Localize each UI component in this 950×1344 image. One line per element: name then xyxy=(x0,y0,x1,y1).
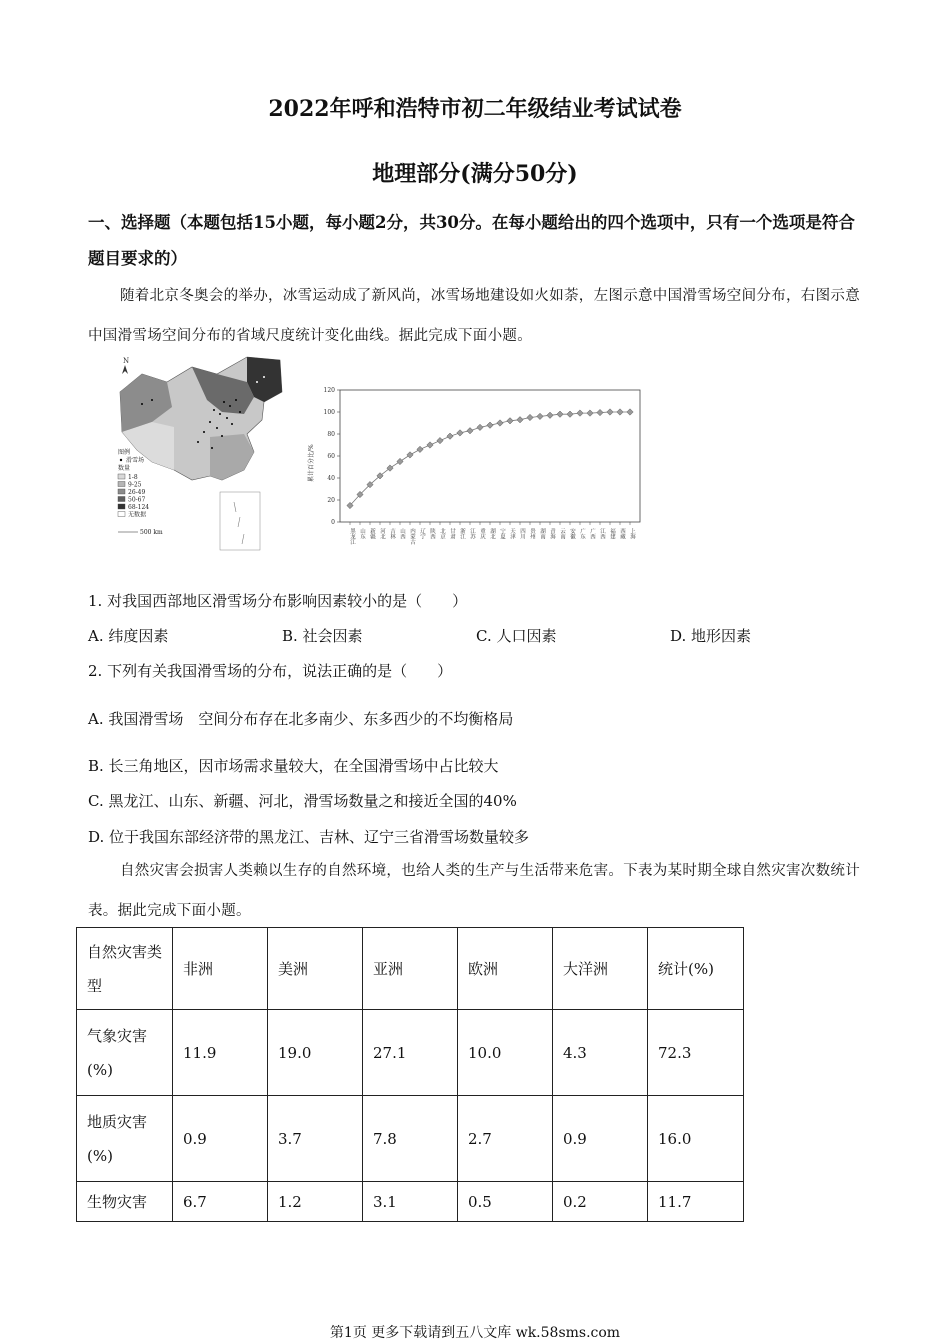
table-cell: 4.3 xyxy=(553,1010,648,1096)
legend-item-label: 26-49 xyxy=(128,489,146,496)
ski-resort-map xyxy=(112,352,284,552)
q2-option-d[interactable]: D. 位于我国东部经济带的黑龙江、吉林、辽宁三省滑雪场数量较多 xyxy=(88,828,530,846)
table-row xyxy=(77,1096,744,1182)
legend-swatch xyxy=(118,497,125,502)
x-tick-label: 宁夏 xyxy=(499,528,505,539)
data-point xyxy=(417,446,423,452)
scale-label: 500 km xyxy=(140,529,163,536)
q2-option-a[interactable]: A. 我国滑雪场 空间分布存在北多南少、东多西少的不均衡格局 xyxy=(88,710,514,728)
x-tick-label: 重庆 xyxy=(479,528,485,539)
x-tick-label: 山东 xyxy=(359,528,365,539)
x-tick-label: 新疆 xyxy=(369,528,375,539)
data-point xyxy=(467,428,473,434)
section-heading: 一、选择题（本题包括15小题，每小题2分，共30分。在每小题给出的四个选项中，只有一个选项是符合题目要求的） xyxy=(88,213,855,268)
legend-swatch xyxy=(118,474,125,479)
x-tick-label: 浙江 xyxy=(459,528,465,539)
x-tick-label: 天津 xyxy=(509,528,515,539)
legend-swatch xyxy=(118,489,125,494)
legend-item-label: 1-8 xyxy=(128,474,138,481)
x-tick-label: 甘肃 xyxy=(449,528,455,539)
q1-option-a[interactable]: A. 纬度因素 xyxy=(88,627,169,645)
y-tick-label: 40 xyxy=(327,475,335,482)
data-point xyxy=(407,452,413,458)
legend-swatch xyxy=(118,504,125,509)
data-point xyxy=(557,411,563,417)
table-cell: 11.7 xyxy=(648,1182,744,1222)
x-tick-label: 北京 xyxy=(439,528,445,539)
q2-option-b[interactable]: B. 长三角地区，因市场需求量较大，在全国滑雪场中占比较大 xyxy=(88,757,499,775)
x-tick-label: 江苏 xyxy=(469,528,475,539)
x-tick-label: 黑龙江 xyxy=(349,528,355,545)
q2-option-c[interactable]: C. 黑龙江、山东、新疆、河北，滑雪场数量之和接近全国的40% xyxy=(88,792,517,810)
south-sea-islands xyxy=(234,502,244,544)
table-cell: 3.1 xyxy=(363,1182,458,1222)
cumulative-chart xyxy=(300,382,650,572)
north-arrow-label: N xyxy=(123,357,130,365)
legend-items xyxy=(118,474,149,519)
y-axis-label: 累计百分比/% xyxy=(308,444,315,482)
data-point xyxy=(587,410,593,416)
y-tick-label: 60 xyxy=(327,453,335,460)
data-point xyxy=(517,417,523,423)
x-tick-label: 吉林 xyxy=(389,528,395,539)
data-point xyxy=(437,437,443,443)
table-cell: 0.2 xyxy=(553,1182,648,1222)
x-tick-label: 西藏 xyxy=(619,528,625,539)
x-tick-label: 青海 xyxy=(549,528,555,539)
y-tick-label: 80 xyxy=(327,431,335,438)
x-tick-label: 河北 xyxy=(379,528,385,539)
table-cell: 0.5 xyxy=(458,1182,553,1222)
table-cell: 0.9 xyxy=(553,1096,648,1182)
legend-item-label: 50-67 xyxy=(128,496,146,504)
x-tick-label: 贵州 xyxy=(529,528,535,539)
data-point xyxy=(547,412,553,418)
table-cell: 72.3 xyxy=(648,1010,744,1096)
north-arrow-icon xyxy=(122,365,128,374)
x-tick-label: 云南 xyxy=(559,528,565,539)
question-1-stem: 1. 对我国西部地区滑雪场分布影响因素较小的是（ ） xyxy=(88,592,468,610)
table-cell: 0.9 xyxy=(173,1096,268,1182)
data-point xyxy=(627,409,633,415)
legend-count-label: 数量 xyxy=(118,465,131,472)
table-header-row xyxy=(77,928,744,1010)
x-tick-label: 江西 xyxy=(599,528,605,539)
x-tick-label: 湖南 xyxy=(539,528,545,539)
data-point xyxy=(387,465,393,471)
data-point xyxy=(567,411,573,417)
page-footer: 第1页 更多下载请到五八文库 wk.58sms.com xyxy=(329,1325,621,1341)
legend-swatch xyxy=(118,482,125,487)
data-point xyxy=(607,409,613,415)
exam-title: 2022年呼和浩特市初二年级结业考试试卷 xyxy=(268,96,682,122)
header-cell: 自然灾害类型 xyxy=(77,928,173,1010)
x-tick-label: 福建 xyxy=(609,528,615,539)
x-tick-label: 广东 xyxy=(579,528,585,539)
x-tick-label: 四川 xyxy=(519,528,525,539)
data-point xyxy=(597,409,603,415)
q1-option-c[interactable]: C. 人口因素 xyxy=(476,627,557,645)
header-cell: 非洲 xyxy=(173,928,268,1010)
x-tick-label: 湖北 xyxy=(489,528,495,539)
data-point xyxy=(487,422,493,428)
table-row xyxy=(77,1182,744,1222)
table-cell: 2.7 xyxy=(458,1096,553,1182)
south-sea-inset xyxy=(220,492,260,550)
legend-title: 图例 xyxy=(118,449,131,456)
table-cell: 气象灾害(%) xyxy=(77,1010,173,1096)
data-point xyxy=(427,442,433,448)
question-2-stem: 2. 下列有关我国滑雪场的分布，说法正确的是（ ） xyxy=(88,662,453,680)
table-cell: 地质灾害(%) xyxy=(77,1096,173,1182)
plot-frame xyxy=(340,390,640,522)
data-point xyxy=(477,424,483,430)
data-point xyxy=(507,418,513,424)
table-cell: 6.7 xyxy=(173,1182,268,1222)
southeast-region xyxy=(210,434,254,480)
data-point xyxy=(577,410,583,416)
y-tick-label: 120 xyxy=(323,387,335,394)
data-point xyxy=(397,458,403,464)
table-row xyxy=(77,1010,744,1096)
table-cell: 11.9 xyxy=(173,1010,268,1096)
intro-paragraph-2: 自然灾害会损害人类赖以生存的自然环境，也给人类的生产与生活带来危害。下表为某时期全球自然灾害次数统计表。据此完成下面小题。 xyxy=(88,863,860,919)
data-point xyxy=(497,420,503,426)
intro-paragraph-1: 随着北京冬奥会的举办，冰雪运动成了新风尚，冰雪场地建设如火如荼，左图示意中国滑雪场空间分布，右图示意中国滑雪场空间分布的省域尺度统计变化曲线。据此完成下面小题。 xyxy=(88,288,860,344)
data-point xyxy=(537,413,543,419)
header-cell: 大洋洲 xyxy=(553,928,648,1010)
table-cell: 19.0 xyxy=(268,1010,363,1096)
x-tick-label: 辽宁 xyxy=(419,528,425,539)
table-cell: 7.8 xyxy=(363,1096,458,1182)
legend-item-label: 无数据 xyxy=(128,511,147,519)
chart-marks xyxy=(347,409,633,509)
legend-swatch xyxy=(118,512,125,517)
data-point xyxy=(457,430,463,436)
y-tick-label: 20 xyxy=(327,497,335,504)
x-tick-label: 广西 xyxy=(589,528,595,539)
legend-point-label: 滑雪场 xyxy=(126,457,145,464)
legend-item-label: 9-25 xyxy=(128,481,142,489)
table-cell: 1.2 xyxy=(268,1182,363,1222)
x-tick-label: 安徽 xyxy=(569,528,575,539)
q1-option-b[interactable]: B. 社会因素 xyxy=(282,627,363,645)
legend-item-label: 68-124 xyxy=(128,504,150,511)
header-cell: 欧洲 xyxy=(458,928,553,1010)
header-cell: 亚洲 xyxy=(363,928,458,1010)
x-tick-label: 陕西 xyxy=(429,528,435,539)
x-tick-label: 上海 xyxy=(629,528,635,539)
data-point xyxy=(617,409,623,415)
q1-option-d[interactable]: D. 地形因素 xyxy=(670,627,752,645)
table-cell: 10.0 xyxy=(458,1010,553,1096)
legend-point-icon xyxy=(120,459,122,461)
header-cell: 美洲 xyxy=(268,928,363,1010)
table-cell: 生物灾害 xyxy=(77,1182,173,1222)
y-tick-label: 100 xyxy=(323,409,335,416)
x-tick-label: 山西 xyxy=(399,528,405,539)
exam-subtitle: 地理部分(满分50分) xyxy=(372,161,578,187)
table-cell: 3.7 xyxy=(268,1096,363,1182)
table-cell: 16.0 xyxy=(648,1096,744,1182)
table-cell: 27.1 xyxy=(363,1010,458,1096)
header-cell: 统计(%) xyxy=(648,928,744,1010)
y-tick-label: 0 xyxy=(331,519,335,526)
data-point xyxy=(527,414,533,420)
x-tick-label: 内蒙古 xyxy=(409,528,415,545)
disaster-table xyxy=(76,927,744,1222)
data-point xyxy=(447,433,453,439)
